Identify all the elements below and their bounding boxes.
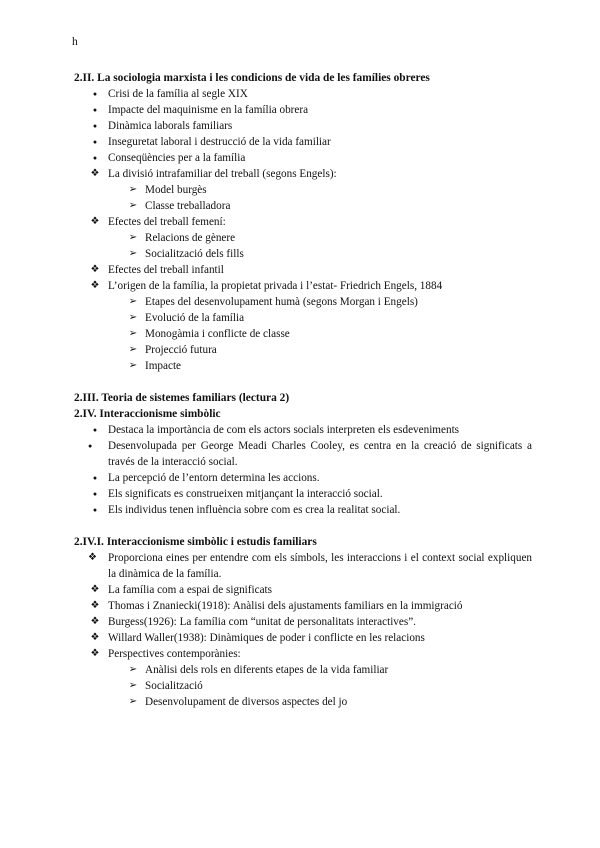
- list-item-text: Desenvolupada per George Meadi Charles Cooley, es centra en la creació de significats a través de la interacció social.: [108, 440, 532, 468]
- sub-list-item-text: Desenvolupament de diversos aspectes del jo: [145, 696, 348, 708]
- bullet-dot-icon: ●: [92, 426, 98, 434]
- diamond-bullet-icon: ❖: [90, 632, 100, 643]
- diamond-bullet-icon: ❖: [90, 600, 100, 611]
- arrow-bullet-icon: ➢: [128, 248, 138, 259]
- sub-list-item: [74, 294, 532, 310]
- sub-list-item-text: Socialització: [145, 680, 203, 692]
- list-item-text: Els individus tenen influència sobre com es crea la realitat social.: [108, 504, 401, 516]
- bullet-list: [74, 550, 532, 710]
- list-item: [74, 102, 532, 118]
- sub-list-item-text: Classe treballadora: [145, 200, 231, 212]
- bullet-dot-icon: ●: [92, 474, 98, 482]
- bullet-dot-icon: ●: [92, 506, 98, 514]
- list-item-text: Efectes del treball infantil: [108, 264, 224, 276]
- diamond-bullet-icon: ❖: [88, 552, 97, 563]
- document-body: [74, 70, 532, 710]
- arrow-bullet-icon: ➢: [128, 312, 138, 323]
- list-item: [74, 278, 532, 294]
- list-item-text: La percepció de l’entorn determina les accions.: [108, 472, 320, 484]
- arrow-bullet-icon: ➢: [128, 296, 138, 307]
- arrow-bullet-icon: ➢: [128, 200, 138, 211]
- list-item: [74, 150, 532, 166]
- list-item: [74, 550, 532, 582]
- page-header: h: [72, 36, 78, 48]
- list-item: [74, 118, 532, 134]
- diamond-bullet-icon: ❖: [90, 280, 100, 291]
- diamond-bullet-icon: ❖: [90, 216, 100, 227]
- sub-list-item: [74, 678, 532, 694]
- arrow-bullet-icon: ➢: [128, 184, 138, 195]
- list-item: [74, 582, 532, 598]
- list-item-text: Impacte del maquinisme en la família obrera: [108, 104, 309, 116]
- bullet-dot-icon: ●: [88, 442, 93, 450]
- bullet-dot-icon: ●: [92, 154, 98, 162]
- list-item: [74, 614, 532, 630]
- diamond-bullet-icon: ❖: [90, 616, 100, 627]
- list-item-text: Burgess(1926): La família com “unitat de personalitats interactives”.: [108, 616, 416, 628]
- blank-line: [74, 518, 532, 534]
- list-item: [74, 262, 532, 278]
- sub-list-item-text: Monogàmia i conflicte de classe: [145, 328, 290, 340]
- list-item-text: Els significats es construeixen mitjançant la interacció social.: [108, 488, 383, 500]
- arrow-bullet-icon: ➢: [128, 232, 138, 243]
- list-item: [74, 486, 532, 502]
- sub-list-item-text: Projecció futura: [145, 344, 217, 356]
- sub-list-item: [74, 694, 532, 710]
- sub-list-item-text: Anàlisi dels rols en diferents etapes de la vida familiar: [145, 664, 389, 676]
- section-heading: 2.IV. Interaccionisme simbòlic: [74, 408, 221, 420]
- list-item-text: Perspectives contemporànies:: [108, 648, 241, 660]
- list-item-text: La família com a espai de significats: [108, 584, 273, 596]
- sub-list-item: [74, 246, 532, 262]
- list-item: [74, 502, 532, 518]
- sub-list-item: [74, 182, 532, 198]
- sub-list-item: [74, 198, 532, 214]
- blank-line: [74, 374, 532, 390]
- sub-list-item-text: Etapes del desenvolupament humà (segons Morgan i Engels): [145, 296, 418, 308]
- list-item: [74, 86, 532, 102]
- bullet-list: [74, 422, 532, 518]
- arrow-bullet-icon: ➢: [128, 344, 138, 355]
- arrow-bullet-icon: ➢: [128, 664, 138, 675]
- arrow-bullet-icon: ➢: [128, 328, 138, 339]
- sub-list-item-text: Impacte: [145, 360, 182, 372]
- bullet-dot-icon: ●: [92, 138, 98, 146]
- diamond-bullet-icon: ❖: [90, 648, 100, 659]
- list-item: [74, 134, 532, 150]
- section-heading: 2.II. La sociologia marxista i les condicions de vida de les famílies obreres: [74, 72, 430, 84]
- bullet-dot-icon: ●: [92, 490, 98, 498]
- sub-list-item-text: Model burgès: [145, 184, 207, 196]
- bullet-list: [74, 86, 532, 374]
- list-item-text: Crisi de la família al segle XIX: [108, 88, 248, 100]
- list-item-text: Proporciona eines per entendre com els símbols, les interaccions i el context social expliquen la dinàmica de la família.: [108, 552, 532, 580]
- sub-list-item: [74, 326, 532, 342]
- list-item-text: Conseqüències per a la família: [108, 152, 246, 164]
- sub-list-item: [74, 230, 532, 246]
- list-item-text: Inseguretat laboral i destrucció de la vida familiar: [108, 136, 331, 148]
- list-item-text: Efectes del treball femení:: [108, 216, 226, 228]
- sub-list-item-text: Relacions de gènere: [145, 232, 236, 244]
- sub-list-item: [74, 310, 532, 326]
- sub-list-item-text: Socialització dels fills: [145, 248, 244, 260]
- arrow-bullet-icon: ➢: [128, 696, 138, 707]
- list-item: [74, 470, 532, 486]
- list-item-text: Dinàmica laborals familiars: [108, 120, 233, 132]
- arrow-bullet-icon: ➢: [128, 360, 138, 371]
- list-item-text: La divisió intrafamiliar del treball (segons Engels):: [108, 168, 337, 180]
- list-item: [74, 166, 532, 182]
- sub-list-item: [74, 358, 532, 374]
- section-heading: 2.III. Teoria de sistemes familiars (lectura 2): [74, 392, 290, 404]
- list-item-text: L’origen de la família, la propietat privada i l’estat- Friedrich Engels, 1884: [108, 280, 443, 292]
- bullet-dot-icon: ●: [92, 106, 98, 114]
- diamond-bullet-icon: ❖: [90, 168, 100, 179]
- diamond-bullet-icon: ❖: [90, 584, 100, 595]
- diamond-bullet-icon: ❖: [90, 264, 100, 275]
- list-item: [74, 646, 532, 662]
- sub-list-item: [74, 662, 532, 678]
- list-item-text: Willard Waller(1938): Dinàmiques de poder i conflicte en les relacions: [108, 632, 425, 644]
- list-item: [74, 630, 532, 646]
- list-item-text: Destaca la importància de com els actors socials interpreten els esdeveniments: [108, 424, 460, 436]
- list-item-text: Thomas i Znaniecki(1918): Anàlisi dels ajustaments familiars en la immigració: [108, 600, 463, 612]
- list-item: [74, 422, 532, 438]
- bullet-dot-icon: ●: [92, 90, 98, 98]
- arrow-bullet-icon: ➢: [128, 680, 138, 691]
- list-item: [74, 598, 532, 614]
- bullet-dot-icon: ●: [92, 122, 98, 130]
- list-item: [74, 438, 532, 470]
- section-heading: 2.IV.I. Interaccionisme simbòlic i estudis familiars: [74, 536, 317, 548]
- sub-list-item: [74, 342, 532, 358]
- sub-list-item-text: Evolució de la família: [145, 312, 245, 324]
- list-item: [74, 214, 532, 230]
